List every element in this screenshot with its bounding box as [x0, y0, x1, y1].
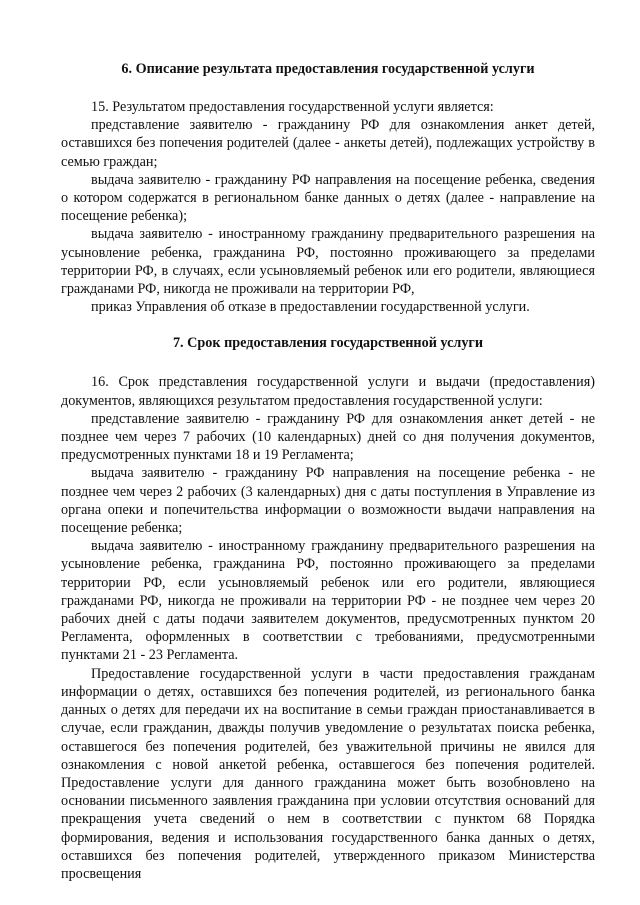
section-7-paragraph-5: Предоставление государственной услуги в части предоставления гражданам информации о детях, оставшихся без попечения родителей, из регионального банка данных о детях для передачи их на воспитание в семьи граждан приостанавливается в случае, если гражданин, дважды получив уведомление о результатах поиска ребенка, оставшегося без попечения родителей, без уважительной причины не явился для ознакомления с новой анкетой ребенка, оставшегося без попечения родителей. Предоставление услуги для данного гражданина может быть возобновлено на основании письменного заявления гражданина при условии отсутствия оснований для прекращения учета сведений о нем в соответствии с пунктом 68 Порядка формирования, ведения и использования государственного банка данных о детях, оставшихся без попечения родителей, утвержденного приказом Министерства просвещения [61, 665, 595, 882]
section-7-paragraph-4: выдача заявителю - иностранному гражданину предварительного разрешения на усыновление ребенка, гражданина РФ, постоянно проживающего за пределами территории РФ, если усыновляемый ребенок или его родители, являющиеся гражданами РФ, никогда не проживали на территории РФ - не позднее чем через 20 рабочих дней с даты подачи заявителем документов, предусмотренных пунктом 20 Регламента, оформленных в соответствии с требованиями, предусмотренными пунктами 21 - 23 Регламента. [61, 538, 595, 664]
section-7-paragraph-2: представление заявителю - гражданину РФ для ознакомления анкет детей - не позднее чем через 7 рабочих (10 календарных) дней со дня получения документов, предусмотренных пунктами 18 и 19 Регламента; [61, 410, 595, 464]
section-7-heading: 7. Срок предоставления государственной услуги [172, 335, 484, 352]
section-6-paragraph-3: выдача заявителю - гражданину РФ направления на посещение ребенка, сведения о котором содержатся в региональном банке данных о детях (далее - направление на посещение ребенка); [61, 171, 595, 225]
section-6-paragraph-4: выдача заявителю - иностранному гражданину предварительного разрешения на усыновление ребенка, гражданина РФ, постоянно проживающего за пределами территории РФ, в случаях, если усыновляемый ребенок или его родители, являющиеся гражданами РФ, никогда не проживали на территории РФ, [61, 226, 595, 298]
section-7-paragraph-3: выдача заявителю - гражданину РФ направления на посещение ребенка - не позднее чем через 2 рабочих (3 календарных) дня с даты поступления в Управление из органа опеки и попечительства информации о возможности выдачи направления на посещение ребенка; [61, 465, 595, 537]
section-7-paragraph-1: 16. Срок представления государственной услуги и выдачи (предоставления) документов, являющихся результатом предоставления государственной услуги: [61, 374, 595, 409]
document-body [61, 60, 595, 883]
section-6-paragraph-2: представление заявителю - гражданину РФ для ознакомления анкет детей, оставшихся без попечения родителей (далее - анкеты детей), подлежащих устройству в семью граждан; [61, 117, 595, 170]
section-6-heading: 6. Описание результата предоставления государственной услуги [121, 61, 535, 77]
section-6-paragraph-5: приказ Управления об отказе в предоставлении государственной услуги. [91, 299, 530, 316]
section-6-paragraph-1: 15. Результатом предоставления государственной услуги является: [91, 99, 494, 115]
